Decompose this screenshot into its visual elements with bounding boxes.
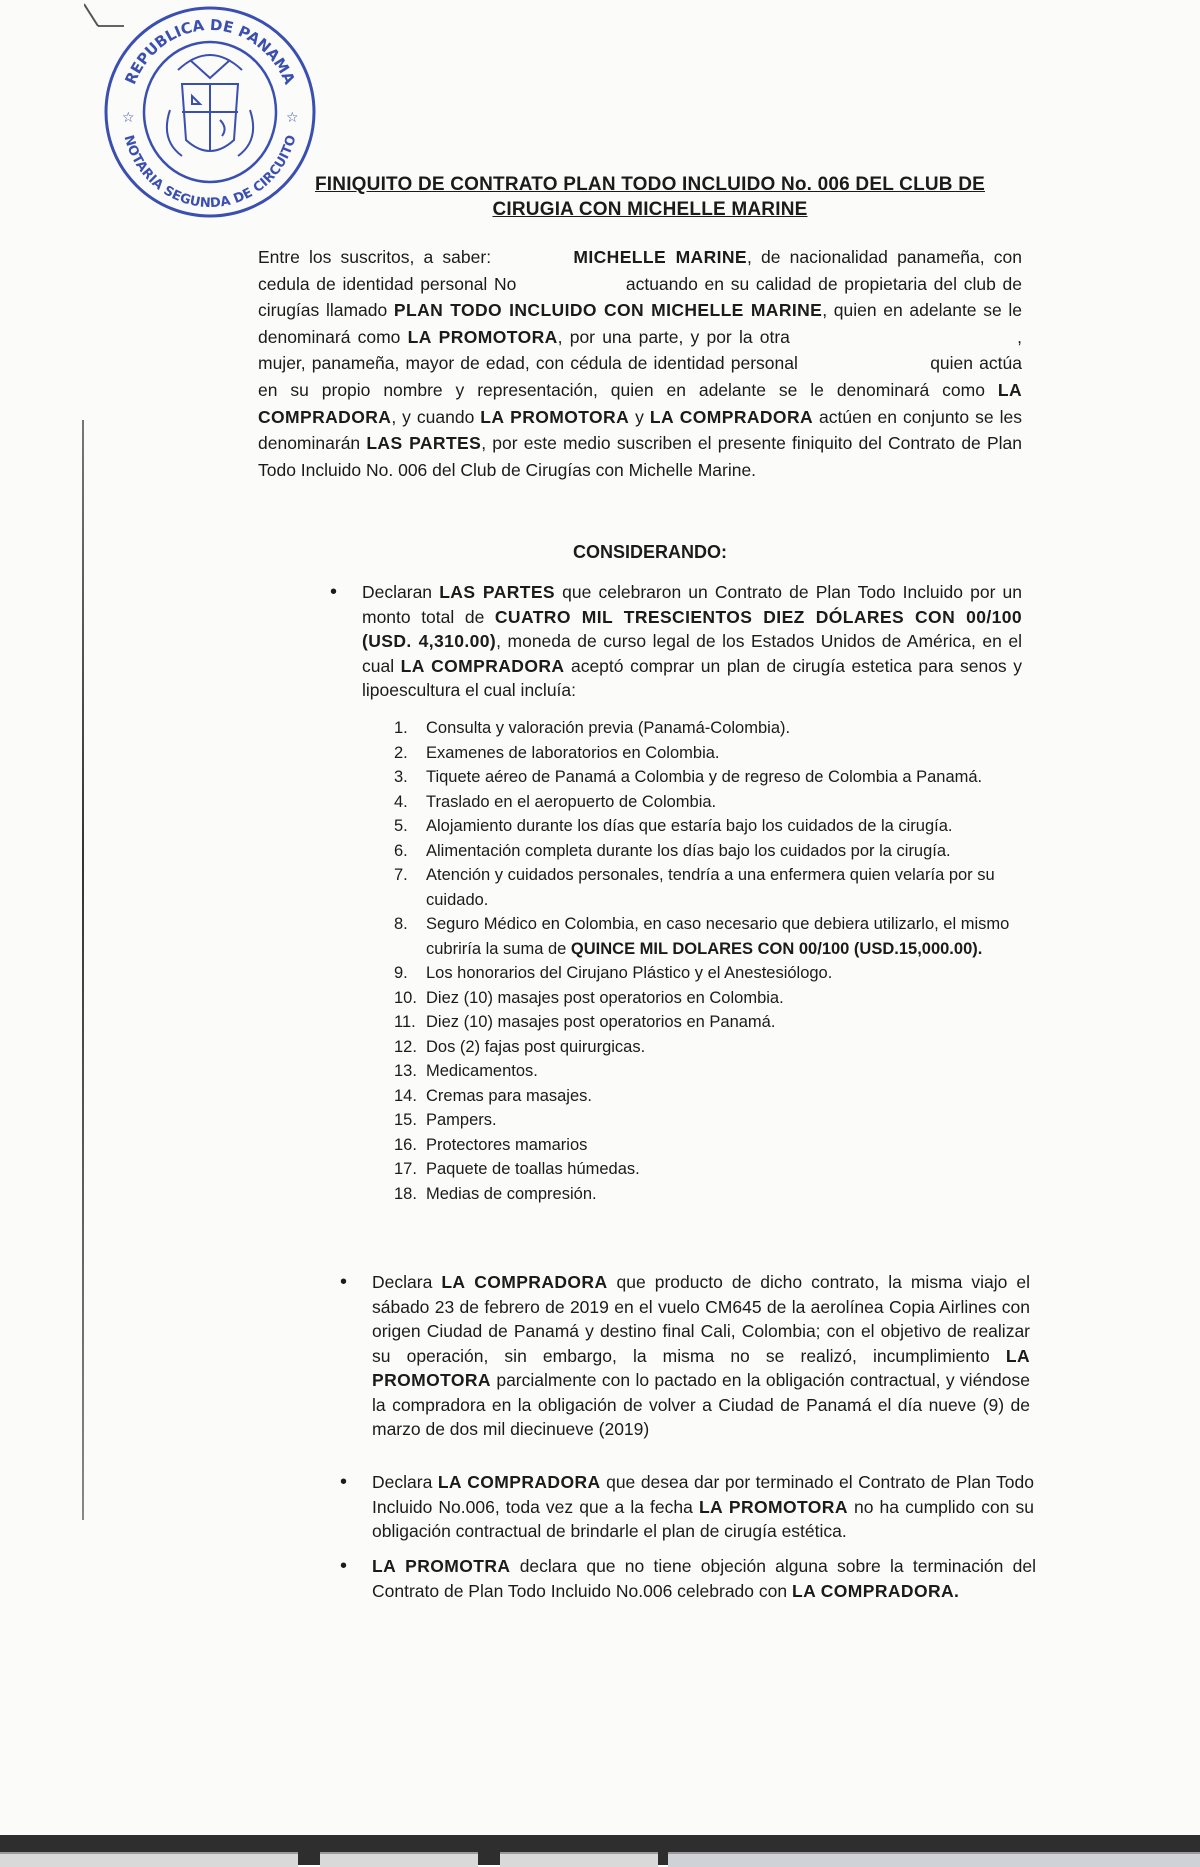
list-item: 9. Los honorarios del Cirujano Plástico y el Anestesiólogo. — [394, 964, 833, 982]
list-item: 11. Diez (10) masajes post operatorios en Panamá. — [394, 1013, 776, 1031]
list-item: 12. Dos (2) fajas post quirurgicas. — [394, 1037, 646, 1056]
list-item: 4. Traslado en el aeropuerto de Colombia. — [394, 792, 717, 811]
list-item: 10. Diez (10) masajes post operatorios en Colombia. — [394, 988, 784, 1007]
list-item: 17. Paquete de toallas húmedas. — [394, 1160, 640, 1178]
title-line-2: CIRUGIA CON MICHELLE MARINE — [492, 199, 808, 220]
declaration-4: • LA PROMOTRA declara que no tiene objeción alguna sobre la terminación del Contrato de Plan Todo Incluido No.006 celebrado con LA COMPRADORA. — [372, 1554, 1036, 1603]
page-edge-shadow — [82, 420, 84, 1520]
list-item: 15. Pampers. — [394, 1111, 497, 1129]
seal-top-text: REPUBLICA DE PANAMA — [121, 15, 299, 88]
seal-bottom-text: NOTARIA SEGUNDA DE CIRCUITO — [120, 133, 300, 212]
list-item: 13. Medicamentos. — [394, 1062, 538, 1080]
list-item: 14. Cremas para masajes. — [394, 1086, 592, 1105]
list-item: 8. Seguro Médico en Colombia, en caso necesario que debiera utilizarlo, el mismo cubriría la suma de QUINCE MIL DOLARES CON 00/100 (USD.15,000.00). — [394, 915, 1010, 958]
svg-text:☆: ☆ — [122, 110, 135, 126]
declaration-2: • Declara LA COMPRADORA que producto de dicho contrato, la misma viajo el sábado 23 de febrero de 2019 en el vuelo CM645 de la aerolínea Copia Airlines con origen Ciudad de Panamá y destino final Cali, Colombia; con el objetivo de realizar su operación, sin embargo, la misma no se realizó, incumplimiento LA PROMOTORA parcialmente con lo pactado en la obligación contractual, y viéndose la compradora en la obligación de volver a Ciudad de Panamá el día nueve (9) de marzo de dos mil diecinueve (2019) — [372, 1270, 1030, 1442]
document-title — [260, 172, 1040, 222]
intro-paragraph: Entre los suscritos, a saber: MICHELLE MARINE, de nacionalidad panameña, con cedula de identidad personal No actuando en su calidad de propietaria del club de cirugías llamado PLAN TODO INCLUIDO CON MICHELLE MARINE, quien en adelante se le denominará como LA PROMOTORA, por una parte, y por la otra , mujer, panameña, mayor de edad, con cédula de identidad personal quien actúa en su propio nombre y representación, quien en adelante se le denominará como LA COMPRADORA, y cuando LA PROMOTORA y LA COMPRADORA actúen en conjunto se les denominarán LAS PARTES, por este medio suscriben el presente finiquito del Contrato de Plan Todo Incluido No. 006 del Club de Cirugías con Michelle Marine. — [258, 247, 1022, 480]
list-item: 1. Consulta y valoración previa (Panamá-Colombia). — [394, 719, 791, 737]
list-item: 7. Atención y cuidados personales, tendría a una enfermera quien velaría por su cuidado. — [394, 866, 995, 909]
svg-text:☆: ☆ — [286, 110, 299, 126]
list-item: 5. Alojamiento durante los días que estaría bajo los cuidados de la cirugía. — [394, 817, 953, 835]
included-items-list — [394, 716, 1024, 1206]
title-line-1: FINIQUITO DE CONTRATO PLAN TODO INCLUIDO No. 006 DEL CLUB DE — [314, 174, 985, 195]
list-item: 2. Examenes de laboratorios en Colombia. — [394, 743, 720, 762]
list-item: 16. Protectores mamarios — [394, 1135, 588, 1154]
declaration-1: • Declaran LAS PARTES que celebraron un Contrato de Plan Todo Incluido por un monto total de CUATRO MIL TRESCIENTOS DIEZ DÓLARES CON 00/100 (USD. 4,310.00), moneda de curso legal de los Estados Unidos de América, en el cual LA COMPRADORA aceptó comprar un plan de cirugía estetica para senos y lipoescultura el cual incluía: — [362, 580, 1022, 703]
list-item: 18. Medias de compresión. — [394, 1184, 597, 1203]
list-item: 6. Alimentación completa durante los días bajo los cuidados por la cirugía. — [394, 841, 951, 860]
section-heading: CONSIDERANDO: — [572, 542, 727, 562]
list-item: 3. Tiquete aéreo de Panamá a Colombia y de regreso de Colombia a Panamá. — [394, 768, 983, 786]
declaration-3: • Declara LA COMPRADORA que desea dar por terminado el Contrato de Plan Todo Incluido No.006, toda vez que a la fecha LA PROMOTORA no ha cumplido con su obligación contractual de brindarle el plan de cirugía estética. — [372, 1470, 1034, 1544]
